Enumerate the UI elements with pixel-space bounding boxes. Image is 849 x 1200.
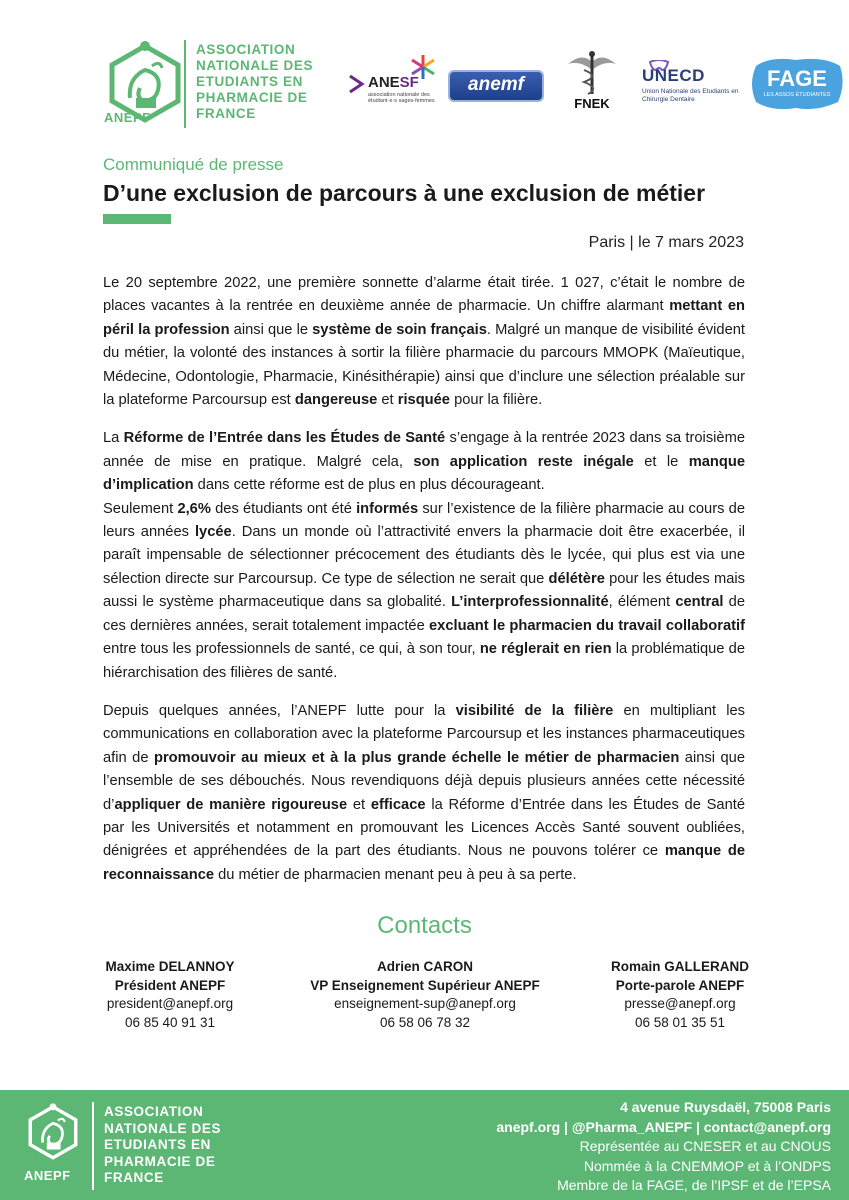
header-divider [184,40,186,128]
body-text: et [377,392,398,409]
contact-role: VP Enseignement Supérieur ANEPF [310,977,540,993]
anesf-name-a: ANE [368,74,400,91]
body-text: La [103,430,124,447]
anesf-chevron-icon [348,74,366,94]
emphasis-text: mettant en péril la profession [103,298,746,338]
body-text: pour la filière. [449,392,543,409]
page-header [0,0,849,150]
fage-wordmark: FAGE [767,66,827,91]
contact-email-link[interactable]: president@anepf.org [106,996,234,1011]
contact-role: Porte-parole ANEPF [615,977,745,993]
emphasis-text: L’interprofessionnalité [451,594,609,611]
anesf-name-b: SF [399,74,419,91]
contact-email-link[interactable]: presse@anepf.org [624,996,736,1011]
dateline: Paris | le 7 mars 2023 [588,234,744,251]
unecd-logo [636,60,748,112]
contact-name: Romain GALLERAND [611,959,749,974]
body-text: ainsi que le [229,321,313,338]
body-text: . Dans un monde où l’attractivité envers la pharmacie doit être exacerbée, il paraît impensable de sélectionner précocement des étudiants dès le lycée, qui plus est via une sélection directe sur Parcoursup. Ce type de sélection ne serait que [103,524,745,587]
contact-card [300,958,550,1032]
footer-divider [92,1102,94,1190]
association-name: ASSOCIATION NATIONALE DES ETUDIANTS EN PHARMACIE DE FRANCE [196,42,314,121]
body-text: dans cette réforme est de plus en plus décourageant. [193,477,545,494]
body-text: la problématique de hiérarchisation des filières de santé. [103,641,746,681]
anesf-subtitle: association nationale des étudiant·e·s sages-femmes [368,92,435,104]
contact-name: Adrien CARON [376,959,473,974]
emphasis-text: central [675,594,724,611]
footer-info [411,1098,831,1196]
emphasis-text: lycée [194,524,232,541]
unecd-subtitle: Union Nationale des Etudiants en Chirurgie Dentaire [642,88,739,103]
emphasis-text: manque de reconnaissance [103,843,745,883]
anemf-logo [448,64,544,108]
fnek-logo [556,50,628,116]
body-text: pour les études mais aussi le système pharmaceutique dans sa globalité. [103,570,745,611]
body-text: ainsi que l’ensemble de ses débouchés. Nous revendiquons déjà depuis plusieurs années cette nécessité d’ [103,749,745,813]
emphasis-text: système de soin français [312,321,487,338]
body-text: du métier de pharmacien menant peu à peu à sa perte. [214,866,577,883]
page-title: D’une exclusion de parcours à une exclusion de métier [103,180,706,206]
fnek-wordmark: FNEK [574,96,610,111]
body-text: et [347,796,371,813]
emphasis-text: appliquer de manière rigoureuse [114,796,348,813]
body-text: Depuis quelques années, l’ANEPF lutte pour la [103,702,456,719]
press-release-label: Communiqué de presse [103,155,284,174]
body-text: s’engage à la rentrée 2023 dans sa troisième année de mise en pratique. Malgré cela, [103,430,745,470]
footer-logo-wordmark: ANEPF [24,1168,71,1183]
body-text: Le 20 septembre 2022, une première sonnette d’alarme était tirée. 1 027, c’était le nombre de places vacantes à la rentrée en deuxième année de pharmacie. Un chiffre alarmant [103,275,745,315]
body-text: de ces dernières années, serait totalement impactée [103,594,745,634]
body-text: Seulement [103,500,178,517]
caduceus-icon [564,50,620,96]
anepf-footer-logo-icon [22,1100,84,1166]
article-body [103,272,745,902]
anepf-logo-wordmark: ANEPF [104,110,151,125]
page-footer [0,1090,849,1200]
unecd-wordmark: UNECD [642,66,705,85]
emphasis-text: son application reste inégale [413,453,634,470]
footer-association-name: ASSOCIATION NATIONALE DES ETUDIANTS EN PHARMACIE DE FRANCE [104,1104,222,1185]
body-text: la Réforme d’Entrée dans les Études de Santé par les Universités et notamment en promouvant les Licences Accès Santé souvent oubliées, dénigrées et appréhendées de la part des étudiants. Nous ne pouvons tolérer ce [103,796,745,860]
body-text: . Malgré un manque de visibilité évident du métier, la volonté des instances à sortir la filière pharmacie du parcours MMOPK (Maïeutique, Médecine, Odontologie, Pharmacie, Kinésithérapie) ainsi que d’inclure une sélection préalable sur la plateforme Parcoursup est [103,321,746,409]
footer-links[interactable]: anepf.org | @Pharma_ANEPF | contact@anepf.org [496,1118,831,1135]
contact-card [80,958,260,1032]
contact-card [590,958,770,1032]
emphasis-text: excluant le pharmacien du travail collaboratif [429,617,745,634]
emphasis-text: informés [356,500,419,517]
emphasis-text: visibilité de la filière [455,702,614,719]
emphasis-text: promouvoir au mieux et à la plus grande échelle le métier de pharmacien [153,749,680,766]
fage-logo [750,56,844,112]
anesf-logo [348,54,438,106]
emphasis-text: efficace [370,796,426,813]
footer-representation: Représentée au CNESER et au CNOUS [579,1138,831,1154]
body-text: des étudiants ont été [210,500,357,517]
footer-nomination: Nommée à la CNEMMOP et à l’ONDPS [583,1157,831,1174]
emphasis-text: Réforme de l’Entrée dans les Études de Santé [123,430,446,447]
emphasis-text: risquée [397,392,450,409]
footer-membership: Membre de la FAGE, de l’IPSF et de l’EPSA [557,1177,831,1193]
paragraph-1 [103,272,745,412]
contact-phone: 06 58 06 78 32 [379,1014,471,1030]
body-text: et le [633,453,689,470]
body-text: , élément [608,594,676,611]
contact-email-link[interactable]: enseignement-sup@anepf.org [334,996,516,1011]
contact-phone: 06 85 40 91 31 [124,1014,216,1030]
body-text: en multipliant les communications en collaboration avec la plateforme Parcoursup et les instances pharmaceutiques afin de [103,702,745,766]
emphasis-text: dangereuse [294,392,378,409]
paragraph-2 [103,427,745,497]
contact-role: Président ANEPF [114,977,226,993]
emphasis-text: ne réglerait en rien [479,641,612,658]
contacts-heading: Contacts [377,912,472,939]
anemf-wordmark: anemf [468,74,524,95]
contact-name: Maxime DELANNOY [105,959,235,974]
paragraph-4 [103,700,745,887]
footer-address: 4 avenue Ruysdaël, 75008 Paris [620,1099,831,1115]
body-text: entre tous les professionnels de santé, ce qui, à son tour, [103,641,480,658]
paragraph-3 [103,498,745,685]
title-underline-bar [103,214,171,224]
fage-subtitle: LES ASSOS ÉTUDIANTES [763,92,831,98]
emphasis-text: manque d’implication [103,453,745,494]
contact-phone: 06 58 01 35 51 [634,1014,726,1030]
emphasis-text: 2,6% [177,500,211,517]
emphasis-text: délétère [548,570,605,587]
body-text: sur l’existence de la filière pharmacie au cours de leurs années [103,500,745,541]
